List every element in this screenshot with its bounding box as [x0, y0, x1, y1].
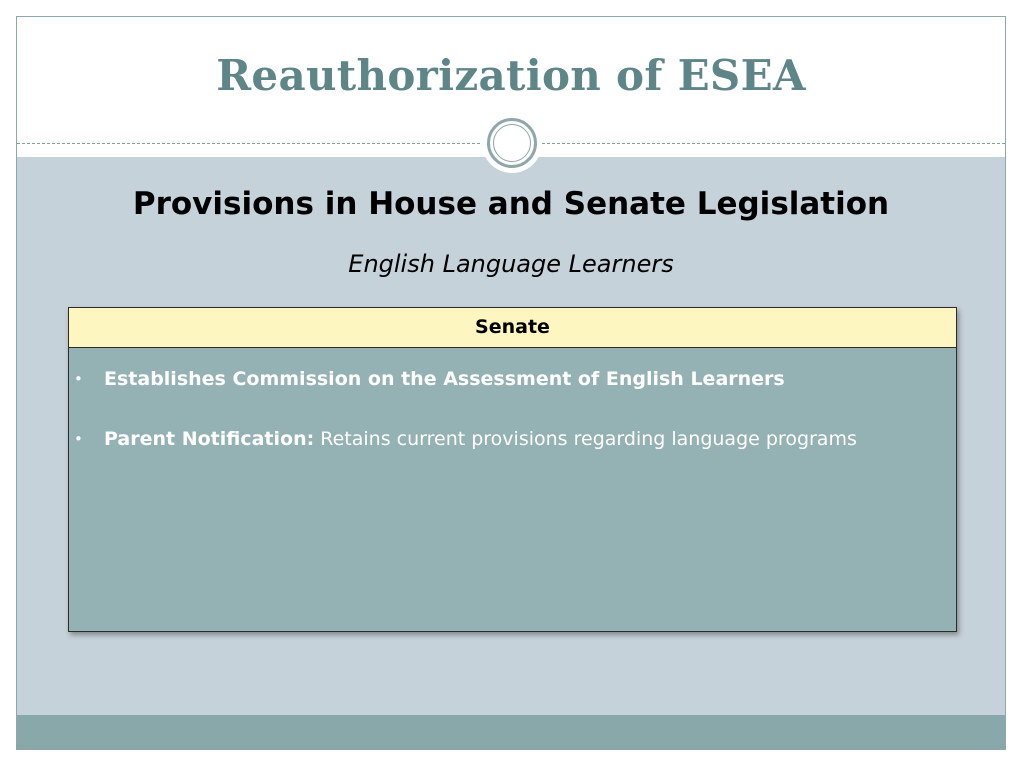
slide-subtitle: Provisions in House and Senate Legislation [132, 186, 890, 222]
table-body [69, 348, 956, 452]
ring-ornament-inner-circle [493, 124, 531, 162]
bullet-icon: • [74, 430, 83, 448]
bullet-text: Retains current provisions regarding language programs [314, 428, 857, 450]
slide-topic: English Language Learners [348, 250, 674, 278]
slide-title: Reauthorization of ESEA [216, 51, 806, 100]
list-item [69, 366, 956, 392]
footer-band [17, 715, 1005, 750]
table-header: Senate [69, 308, 956, 348]
list-item [69, 426, 956, 452]
bullet-bold-text: Parent Notification: [104, 428, 315, 450]
senate-table [68, 307, 957, 632]
slide [16, 16, 1006, 750]
bullet-bold-text: Establishes Commission on the Assessment of English Learners [104, 368, 785, 390]
bullet-icon: • [74, 370, 83, 388]
